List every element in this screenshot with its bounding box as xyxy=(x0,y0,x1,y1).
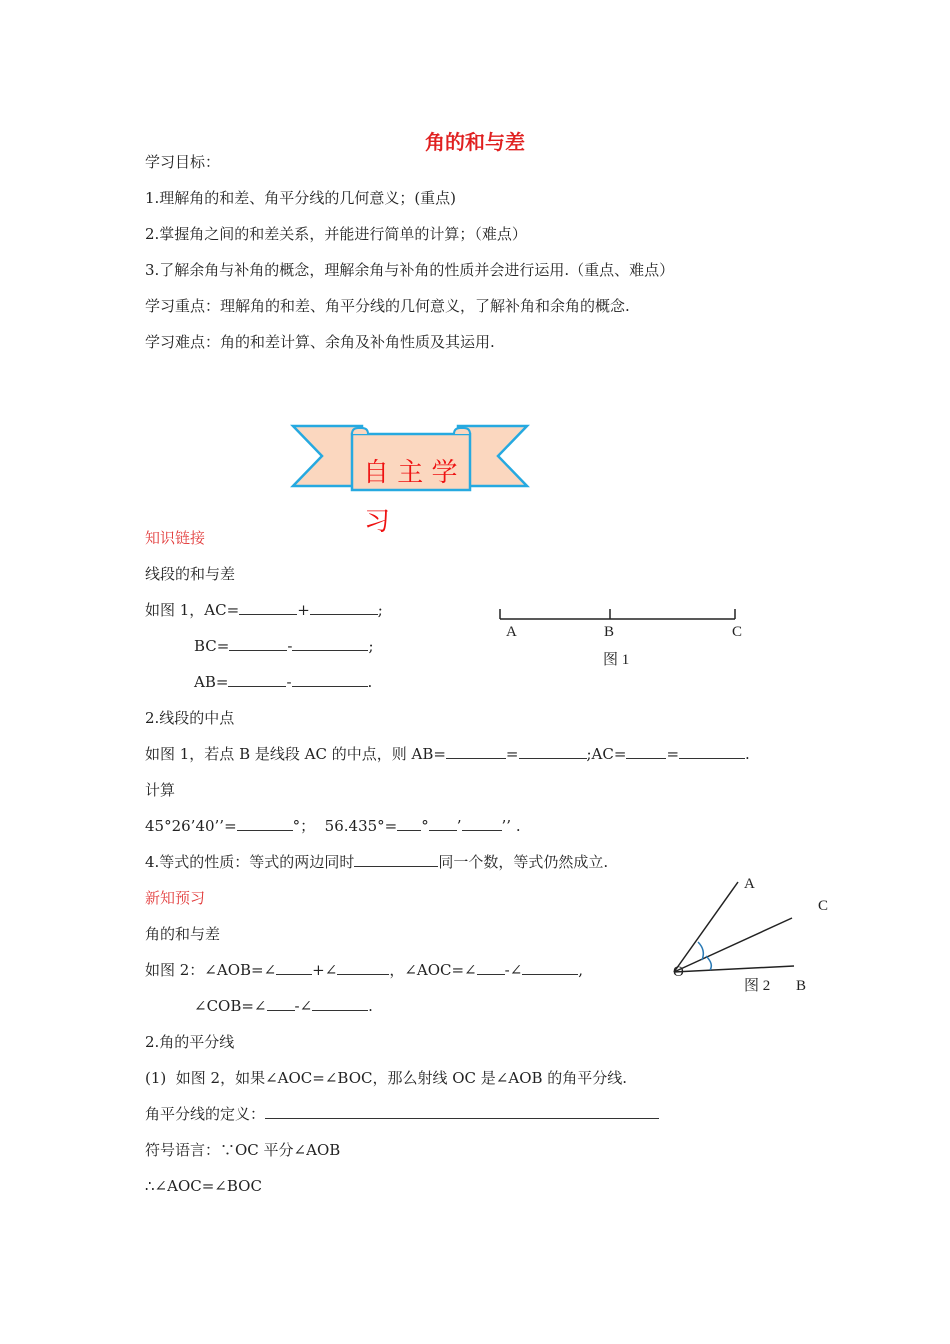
therefore-line: ∴∠AOC=∠BOC xyxy=(145,1177,262,1195)
difficulties: 学习难点：角的和差计算、余角及补角性质及其运用. xyxy=(145,333,495,351)
bisector-title: 2.角的平分线 xyxy=(145,1033,235,1051)
equation-property: 4.等式的性质：等式的两边同时 同一个数，等式仍然成立. xyxy=(145,853,609,871)
fig1-caption: 图 1 xyxy=(603,652,630,668)
fig2-label-b: B xyxy=(796,978,807,994)
bc-line: BC= - ; xyxy=(194,637,374,655)
segment-title: 线段的和与差 xyxy=(145,565,236,583)
fig1-label-a: A xyxy=(506,624,517,640)
figure-1 xyxy=(490,600,750,675)
angle-sum-title: 角的和与差 xyxy=(145,925,221,943)
new-knowledge-heading: 新知预习 xyxy=(145,889,206,907)
fig2-label-o: O xyxy=(673,964,684,980)
objective-1: 1.理解角的和差、角平分线的几何意义；(重点) xyxy=(145,189,457,207)
symbol-language: 符号语言：∵OC 平分∠AOB xyxy=(145,1141,341,1159)
calc-line: 45°26’40’’= °； 56.435°= ° ’ ’’ . xyxy=(145,817,521,835)
fig1-label-b: B xyxy=(604,624,615,640)
midpoint-line: 如图 1，若点 B 是线段 AC 的中点，则 AB= = ;AC= = . xyxy=(145,745,750,763)
fig2-caption: 图 2 xyxy=(744,978,771,994)
objective-2: 2.掌握角之间的和差关系，并能进行简单的计算；（难点） xyxy=(145,225,527,243)
definition-line: 角平分线的定义： xyxy=(145,1104,659,1124)
objective-3: 3.了解余角与补角的概念，理解余角与补角的性质并会进行运用.（重点、难点） xyxy=(145,261,675,279)
fig1-label-c: C xyxy=(732,624,743,640)
objectives-heading: 学习目标： xyxy=(145,153,221,171)
midpoint-title: 2.线段的中点 xyxy=(145,709,235,727)
self-study-banner xyxy=(290,420,535,545)
ac-line: 如图 1，AC= + ; xyxy=(145,601,383,619)
aob-line: 如图 2：∠AOB=∠ +∠ ，∠AOC=∠ -∠ , xyxy=(145,961,584,979)
bisector-text: (1) 如图 2，如果∠AOC=∠BOC，那么射线 OC 是∠AOB 的角平分线. xyxy=(145,1069,628,1087)
ab-line: AB= - . xyxy=(194,673,373,691)
banner-line2: 习 xyxy=(364,507,391,537)
fig2-label-c: C xyxy=(818,898,829,914)
figure-2 xyxy=(660,870,840,1000)
banner-line1: 自 主 学 xyxy=(363,458,458,488)
page-title: 角的和与差 xyxy=(425,130,525,154)
key-points: 学习重点：理解角的和差、角平分线的几何意义，了解补角和余角的概念. xyxy=(145,297,630,315)
calc-title: 计算 xyxy=(145,781,176,799)
fig2-label-a: A xyxy=(744,876,755,892)
knowledge-link-heading: 知识链接 xyxy=(145,529,206,547)
cob-line: ∠COB=∠ -∠ . xyxy=(194,997,373,1015)
